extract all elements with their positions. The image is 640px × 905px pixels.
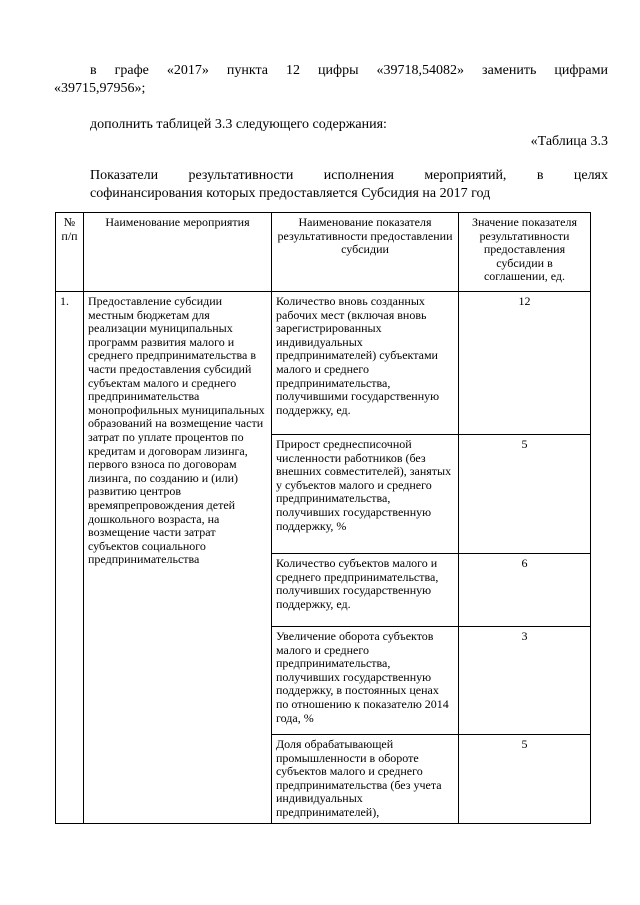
indicator-name: Доля обрабатывающей промышленности в обороте субъектов малого и среднего предпринимательства (без учета индивидуальных предпринимателей), <box>272 735 459 824</box>
indicator-name: Количество вновь созданных рабочих мест (включая вновь зарегистрированных индивидуальных предпринимателей) субъектами малого и среднего предпринимательства, получившими государственную поддержку, ед. <box>272 292 459 435</box>
indicator-value: 6 <box>459 554 591 627</box>
measure-name: Предоставление субсидии местным бюджетам для реализации муниципальных программ развития малого и среднего предпринимательства в части предоставления субсидий субъектам малого и среднего предпринимательства монопрофильных муниципальных образований на возмещение части затрат по уплате процентов по кредитам и договорам лизинга, первого взноса по договорам лизинга, по созданию и (или) развитию центров времяпрепровождения детей дошкольного возраста, на возмещение части затрат субъектов социального предпринимательства <box>84 292 272 824</box>
header-measure: Наименование мероприятия <box>84 213 272 292</box>
table-header-row <box>56 213 591 292</box>
supplement-instruction: дополнить таблицей 3.3 следующего содержания: <box>90 117 387 132</box>
indicator-value: 5 <box>459 435 591 554</box>
header-number: № п/п <box>56 213 84 292</box>
table-row <box>56 292 591 435</box>
header-value: Значение показателя результативности предоставления субсидии в соглашении, ед. <box>459 213 591 292</box>
amendment-line-end: «39715,97956»; <box>54 81 146 96</box>
table-caption: «Таблица 3.3 <box>530 134 608 149</box>
header-indicator: Наименование показателя результативности предоставлении субсидии <box>272 213 459 292</box>
indicator-name: Прирост среднесписочной численности работников (без внешних совместителей), занятых у субъектов малого и среднего предпринимательства, получивших государственную поддержку, % <box>272 435 459 554</box>
indicators-table <box>55 212 591 824</box>
indicator-value: 12 <box>459 292 591 435</box>
indicator-value: 3 <box>459 627 591 735</box>
indicator-value: 5 <box>459 735 591 824</box>
indicator-name: Количество субъектов малого и среднего предпринимательства, получивших государственную поддержку, ед. <box>272 554 459 627</box>
amendment-line: в графе «2017» пункта 12 цифры «39718,54082» заменить цифрами <box>90 63 608 78</box>
table-title-line-2: софинансирования которых предоставляется Субсидия на 2017 год <box>90 186 491 201</box>
row-number: 1. <box>56 292 84 824</box>
indicator-name: Увеличение оборота субъектов малого и среднего предпринимательства, получивших государственную поддержку, в постоянных ценах по отношению к показателю 2014 года, % <box>272 627 459 735</box>
table-title-line-1: Показатели результативности исполнения мероприятий, в целях <box>90 168 608 183</box>
